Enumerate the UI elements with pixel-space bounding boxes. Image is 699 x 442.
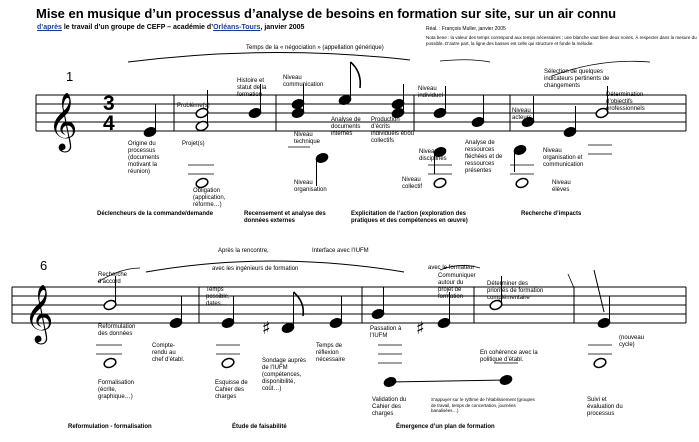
note-analyse-ressources: Analyse de ressources fléchées et de ressources présentes [465,140,503,174]
note-niveau-disciplines: Niveau disciplines [419,149,447,162]
section-explicitation: Explicitation de l’action (exploration des pratiques et des compétences en œuvre) [351,211,468,224]
note-temps-reflexion: Temps de réflexion nécessaire [316,343,346,363]
slur-1 [128,52,410,62]
measure-number-1: 1 [66,69,74,84]
note-niveau-organisation: Niveau organisation [294,180,327,193]
note-histoire: Histoire et statut de la formation [237,78,267,98]
note-origine: Origine du processus (documents motivant la réunion) [128,141,160,175]
slur-label-negociation: Temps de la « négociation » (appellation générique) [246,45,384,51]
note-temps-possible: Temps possible, dates… [206,287,230,307]
section-recherche-impacts: Recherche d’impacts [521,211,582,217]
sharp-icon: ♯ [262,318,271,339]
section-emergence-plan: Émergence d’un plan de formation [396,424,495,430]
section-etude-faisabilite: Étude de faisabilité [232,424,287,430]
note-recherche-accord: Recherche d’accord [98,272,128,285]
time-signature-top: 3 [103,92,115,115]
note-nouveau-cycle: (nouveau cycle) [619,335,645,348]
notes-measure-4 [510,86,612,189]
note-formalisation: Formalisation (écrite, graphique…) [98,380,135,400]
treble-clef-icon-2: 𝄞 [24,284,54,342]
slur-label-iufm: Interface avec l’IUFM [312,248,369,254]
page-subtitle [37,23,304,32]
section-declencheurs: Déclencheurs de la commande/demande [97,211,214,217]
slur-label-apres-rencontre: Après la rencontre, [218,248,269,254]
note-niveau-collectif: Niveau collectif [402,177,423,190]
note-compte-rendu: Compte-rendu au chef d’établ. [152,343,185,363]
measure-number-6: 6 [40,258,48,273]
subtitle-link[interactable]: Orléans-Tours [213,24,261,31]
section-reformulation: Reformulation - formalisation [68,424,152,430]
note-niveau-eleves: Niveau élèves [552,180,571,193]
sharp-icon-2: ♯ [416,318,425,339]
note-niveau-technique: Niveau technique [294,132,321,145]
nota-bene: Nota bene : la valeur des temps correspond aux temps nécessaires ; une blanche vaut bien deux noires. À respecter dans la mesure du possible. D’autre part, la ligne des basses est celle qui structure et fonde la mélodie. [426,35,697,46]
note-passation: Passation à l’IUFM [370,326,402,339]
section-recensement: Recensement et analyse des données externes [244,211,326,224]
author-credit: Réal. : François Muller, janvier 2005 [426,26,506,32]
note-niveau-communication: Niveau communication [283,75,324,88]
note-niveau-individuel: Niveau individuel [418,86,444,99]
note-problemes: Problème(s) [177,103,210,109]
note-determination-objectifs: Détermination d’objectifs professionnels [606,92,645,112]
slur-label-ingenieurs: avec les ingénieurs de formation [212,266,299,272]
treble-clef-icon: 𝄞 [48,92,78,150]
subtitle-prefix: d’après [37,24,62,31]
note-en-coherence: En cohérence avec la politique d’établ. [480,350,538,363]
note-communiquer-projet: Communiquer autour du projet de formation [438,273,476,300]
page-title: Mise en musique d’un processus d’analyse de besoins en formation sur site, sur un air connu [36,6,617,21]
subtitle-mid: le travail d’un groupe de CEFP – académie d’ [61,24,214,31]
note-sondage-iufm: Sondage auprès de l’IUFM (compétences, disponibilité, coût…) [262,358,307,392]
note-obligation: Obligation (application, réforme…) [193,188,226,208]
note-analyse-documents: Analyse de documents internes [331,117,361,137]
note-niveau-acteurs: Niveau acteurs [512,108,532,121]
note-validation-cahier: Validation du Cahier des charges [372,397,407,417]
note-appuyer-rythme: S’appuyer sur le rythme de l’établissement (groupes de travail, temps de concertation, journées banalisées…) [431,397,535,413]
note-niveau-organisation-communication: Niveau organisation et communication [543,148,584,168]
note-esquisse-cahier: Esquisse de Cahier des charges [215,380,248,400]
time-signature-bottom: 4 [103,112,115,135]
note-reformulation-donnees: Reformulation des données [98,324,136,337]
note-production-ecrits: Production d’écrits individuels et/ou collectifs [371,117,415,144]
note-determiner-priorites: Déterminer des priorités de formation complémentaire [487,281,544,301]
note-projets: Projet(s) [182,141,205,147]
note-suivi-evaluation: Suivi et évaluation du processus [587,397,623,417]
slur-label-formateur: avec le formateur [428,265,475,271]
subtitle-suffix: , janvier 2005 [260,24,305,31]
note-selection-indicateurs: Sélection de quelques indicateurs pertinents de changements [544,69,610,89]
